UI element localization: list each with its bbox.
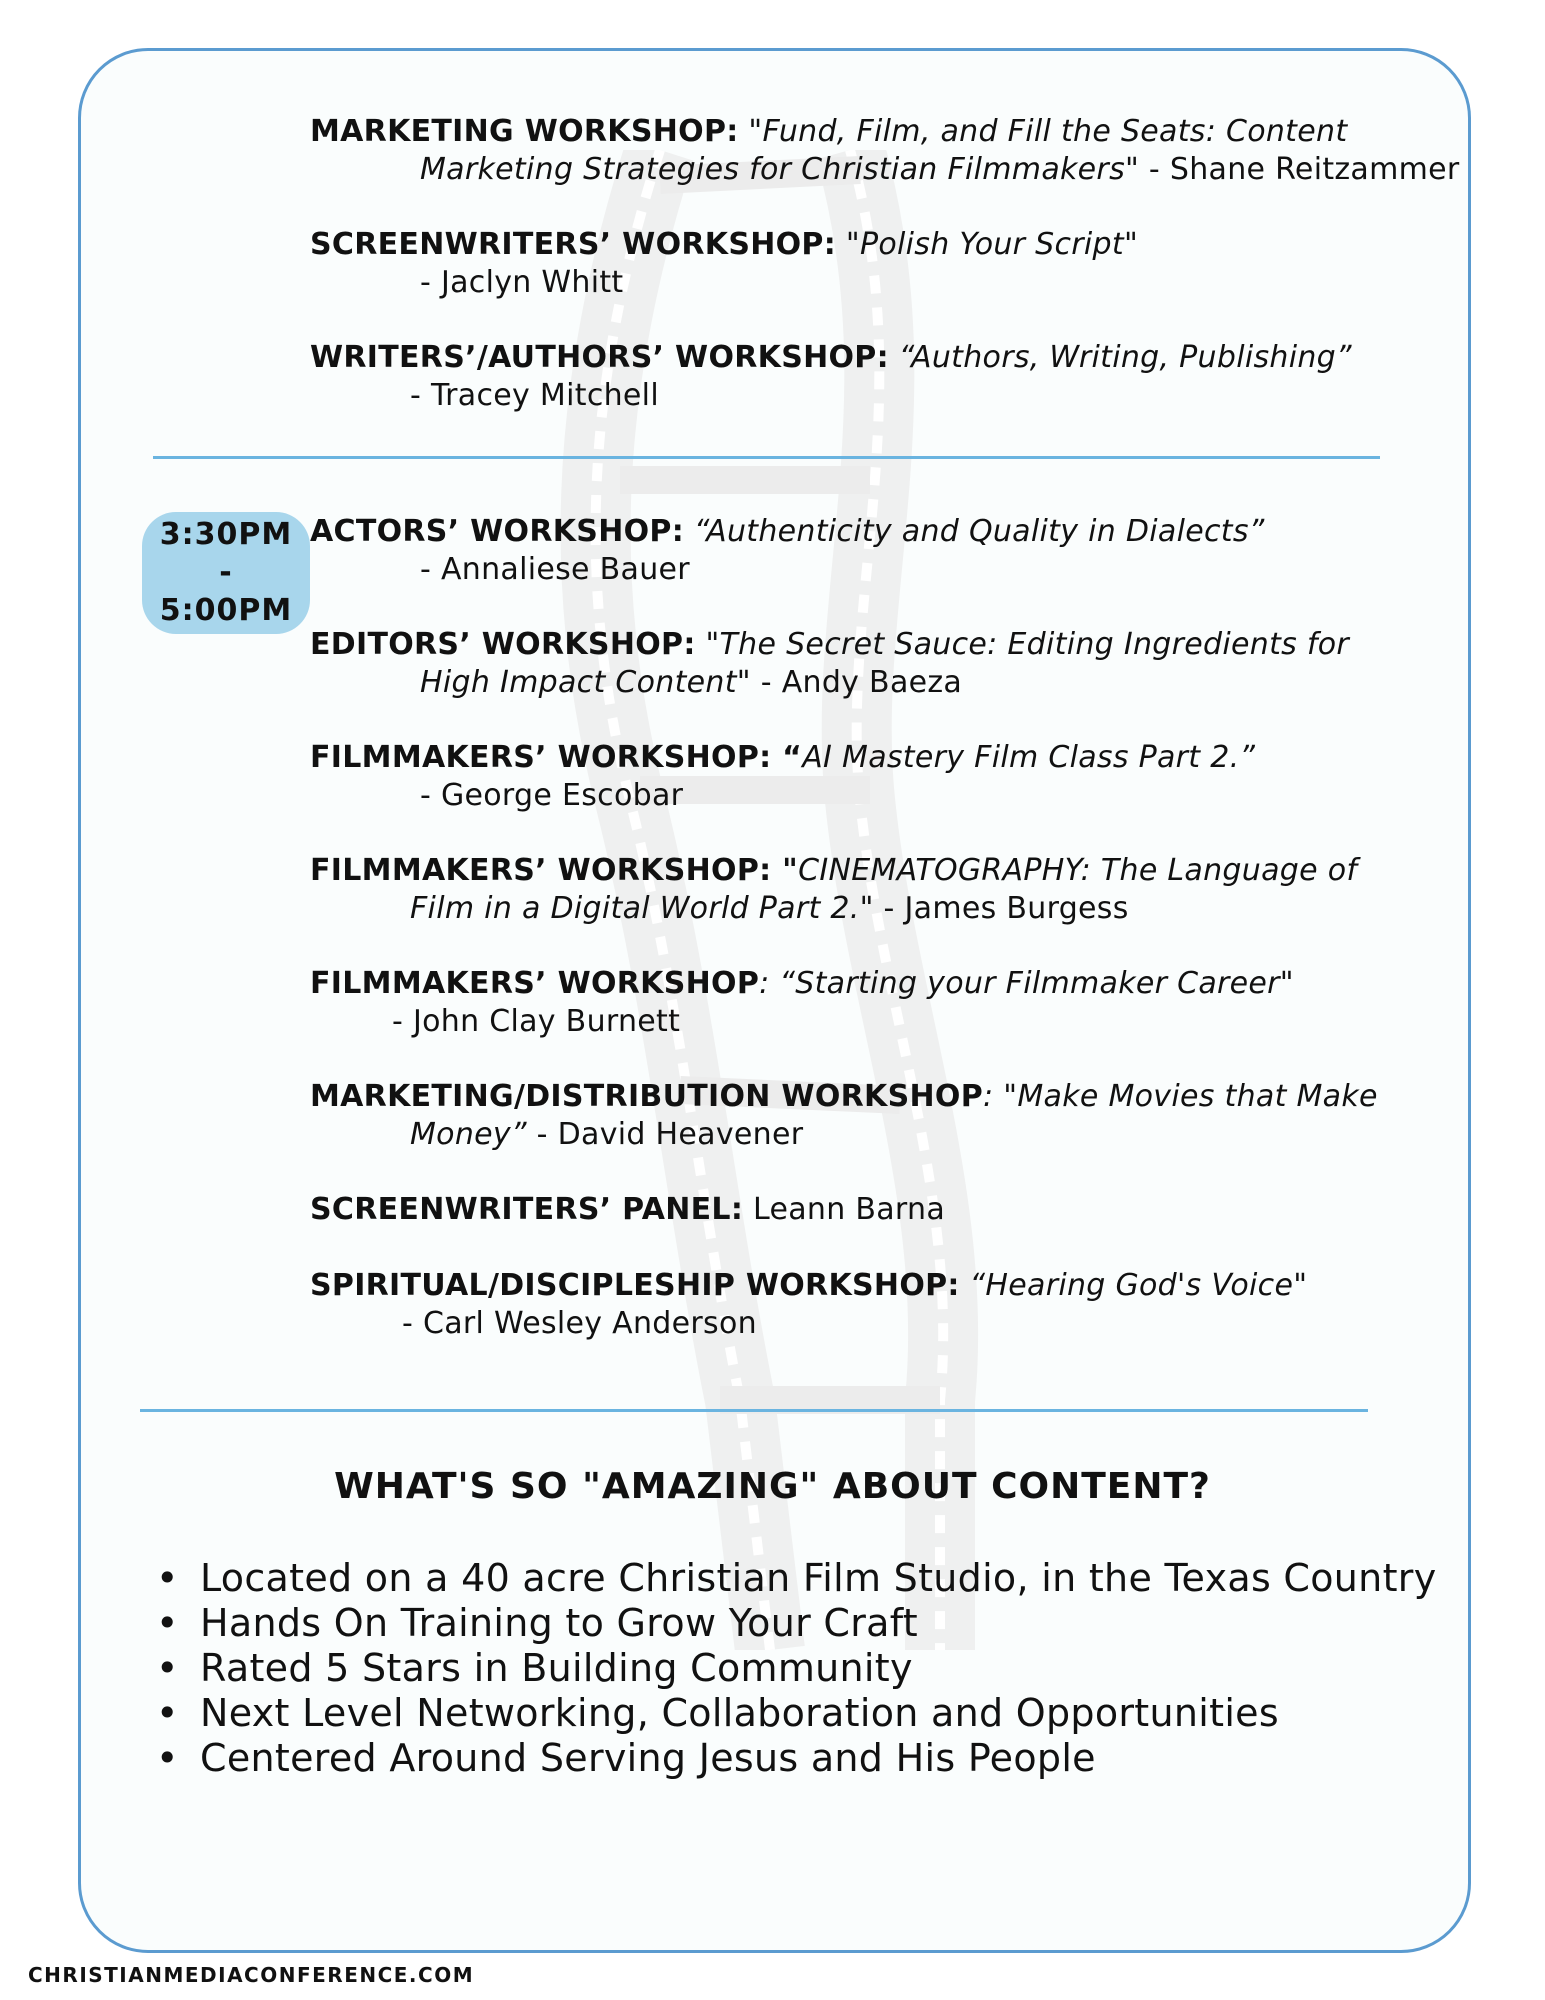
workshop-label: FILMMAKERS’ WORKSHOP: “ <box>310 740 803 775</box>
workshop-label: SPIRITUAL/DISCIPLESHIP WORKSHOP: <box>310 1268 960 1303</box>
workshop-presenter: - Jaclyn Whitt <box>420 265 624 300</box>
workshop-title: “Authenticity and Quality in Dialects” <box>684 514 1265 549</box>
workshop-presenter: - James Burgess <box>873 891 1129 926</box>
workshop-title: “Authors, Writing, Publishing” <box>888 340 1352 375</box>
workshop-presenter: - Tracey Mitchell <box>410 378 659 413</box>
workshop-title: AI Mastery Film Class Part 2.” <box>802 740 1256 775</box>
workshop-entry <box>310 513 1265 589</box>
workshop-presenter: - John Clay Burnett <box>392 1004 681 1039</box>
workshop-label: FILMMAKERS’ WORKSHOP <box>310 966 760 1001</box>
time-end: 5:00PM <box>159 593 293 628</box>
workshop-label: MARKETING/DISTRIBUTION WORKSHOP <box>310 1079 983 1114</box>
workshop-label: SCREENWRITERS’ WORKSHOP: <box>310 227 837 262</box>
workshop-title-cont: Marketing Strategies for Christian Filmmakers" <box>420 152 1140 187</box>
workshop-presenter: - Shane Reitzammer <box>1139 152 1460 187</box>
workshop-title-cont: Film in a Digital World Part 2." <box>410 891 874 926</box>
time-slot-badge <box>142 512 310 634</box>
time-start: 3:30PM <box>159 517 293 552</box>
workshop-title: "Polish Your Script" <box>836 227 1139 262</box>
workshop-title: “Hearing God's Voice" <box>959 1268 1308 1303</box>
workshop-title: "The Secret Sauce: Editing Ingredients for <box>695 627 1350 662</box>
workshop-title-cont: Money” <box>410 1117 527 1152</box>
feature-item: • Centered Around Serving Jesus and His People <box>150 1736 1436 1781</box>
workshop-entry <box>310 1078 1378 1154</box>
workshop-entry <box>310 1267 1307 1343</box>
workshop-label: MARKETING WORKSHOP: <box>310 114 739 149</box>
workshop-entry <box>310 339 1352 415</box>
section-divider <box>153 456 1380 459</box>
time-dash: - <box>219 555 233 590</box>
feature-item: • Located on a 40 acre Christian Film Studio, in the Texas Country <box>150 1556 1436 1601</box>
workshop-title: CINEMATOGRAPHY: The Language of <box>798 853 1358 888</box>
workshop-label: SCREENWRITERS’ PANEL: <box>310 1192 744 1227</box>
workshop-label: WRITERS’/AUTHORS’ WORKSHOP: <box>310 340 889 375</box>
feature-list <box>150 1556 1436 1781</box>
workshop-title: "Fund, Film, and Fill the Seats: Content <box>738 114 1348 149</box>
section-divider <box>140 1409 1368 1412</box>
footer-website-link[interactable]: CHRISTIANMEDIACONFERENCE.COM <box>28 1963 475 1987</box>
workshop-entry <box>310 226 1138 302</box>
workshop-presenter: - David Heavener <box>526 1117 804 1152</box>
amazing-heading: WHAT'S SO "AMAZING" ABOUT CONTENT? <box>334 1466 1211 1507</box>
workshop-label: ACTORS’ WORKSHOP: <box>310 514 684 549</box>
workshop-entry <box>310 739 1255 815</box>
workshop-label: EDITORS’ WORKSHOP: <box>310 627 696 662</box>
workshop-label: FILMMAKERS’ WORKSHOP: " <box>310 853 799 888</box>
feature-item: • Hands On Training to Grow Your Craft <box>150 1601 1436 1646</box>
workshop-entry <box>310 626 1349 702</box>
workshop-presenter: - Andy Baeza <box>750 665 963 700</box>
workshop-presenter: - George Escobar <box>420 778 684 813</box>
feature-item: • Next Level Networking, Collaboration and Opportunities <box>150 1691 1436 1736</box>
feature-item: • Rated 5 Stars in Building Community <box>150 1646 1436 1691</box>
workshop-entry <box>310 852 1357 928</box>
workshop-title: : "Make Movies that Make <box>982 1079 1378 1114</box>
workshop-entry <box>310 113 1460 189</box>
workshop-presenter: Leann Barna <box>743 1192 946 1227</box>
workshop-entry <box>310 1191 945 1229</box>
workshop-presenter: - Annaliese Bauer <box>420 552 690 587</box>
workshop-presenter: - Carl Wesley Anderson <box>402 1306 757 1341</box>
workshop-entry <box>310 965 1294 1041</box>
workshop-title: : “Starting your Filmmaker Career" <box>759 966 1294 1001</box>
workshop-title-cont: High Impact Content" <box>420 665 751 700</box>
